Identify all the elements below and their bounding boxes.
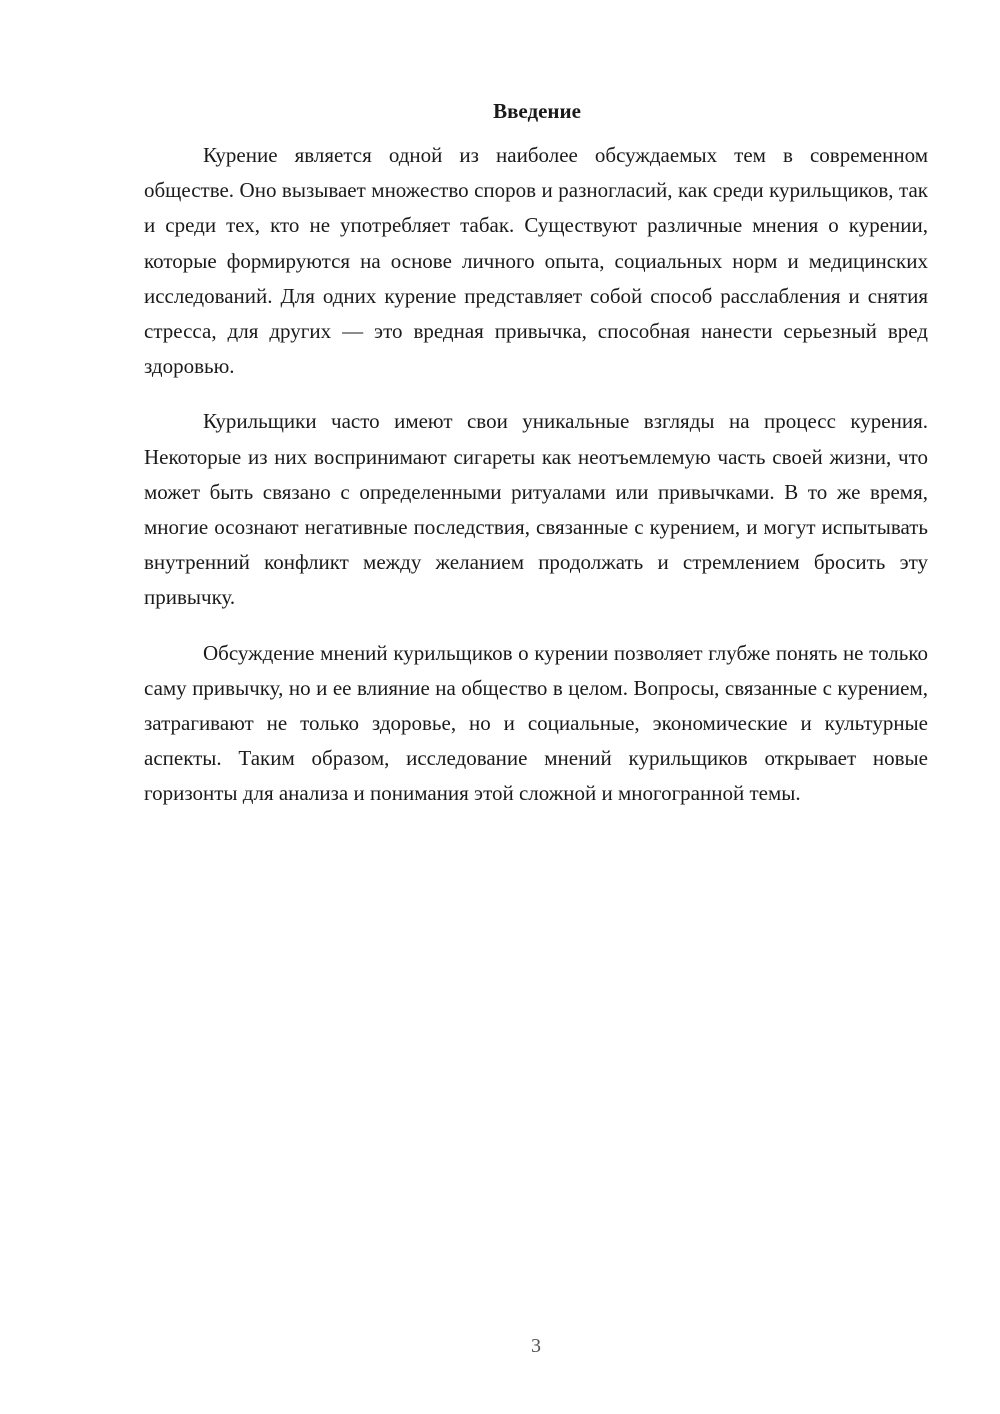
paragraph-1: Курение является одной из наиболее обсуждаемых тем в современном обществе. Оно вызывает множество споров и разногласий, как среди курильщиков, так и среди тех, кто не употребляет табак. Существуют различные мнения о курении, которые формируются на основе личного опыта, социальных норм и медицинских исследований. Для одних курение представляет собой способ расслабления и снятия стресса, для других — это вредная привычка, способная нанести серьезный вред здоровью. (144, 143, 928, 379)
paragraph-3: Обсуждение мнений курильщиков о курении позволяет глубже понять не только саму привычку, но и ее влияние на общество в целом. Вопросы, связанные с курением, затрагивают не только здоровье, но и социальные, экономические и культурные аспекты. Таким образом, исследование мнений курильщиков открывает новые горизонты для анализа и понимания этой сложной и многогранной темы. (144, 640, 928, 806)
section-title: Введение (493, 99, 581, 123)
document-page (144, 96, 928, 832)
page-number: 3 (531, 1335, 541, 1357)
paragraph-2: Курильщики часто имеют свои уникальные взгляды на процесс курения. Некоторые из них воспринимают сигареты как неотъемлемую часть своей жизни, что может быть связано с определенными ритуалами или привычками. В то же время, многие осознают негативные последствия, связанные с курением, и могут испытывать внутренний конфликт между желанием продолжать и стремлением бросить эту привычку. (144, 409, 928, 610)
